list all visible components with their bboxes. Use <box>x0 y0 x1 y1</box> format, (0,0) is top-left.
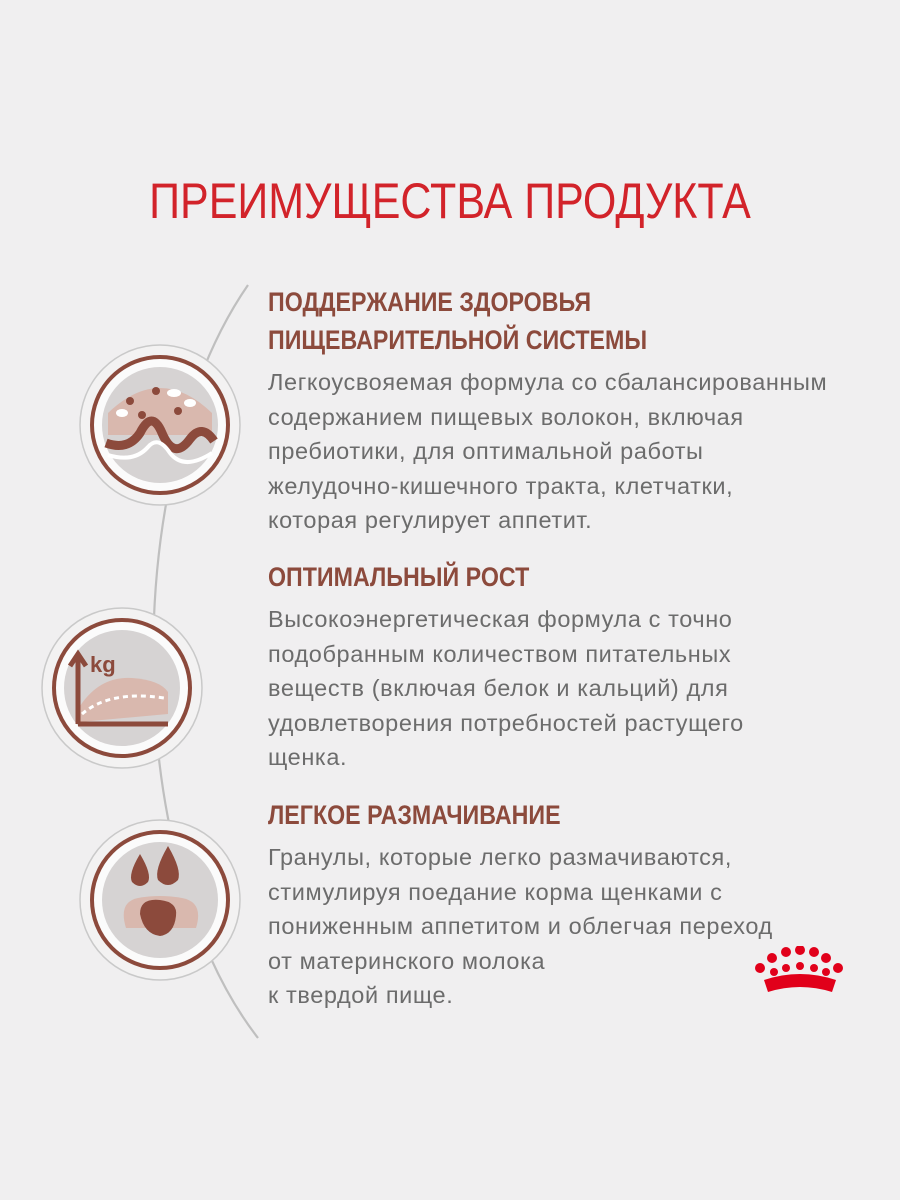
page-title: ПРЕИМУЩЕСТВА ПРОДУКТА <box>149 173 751 229</box>
benefit-heading: ЛЕГКОЕ РАЗМАЧИВАНИЕ <box>268 800 561 830</box>
benefit-heading: ОПТИМАЛЬНЫЙ РОСТ <box>268 562 530 592</box>
benefit-description: Высокоэнергетическая формула с точно подобранным количеством питательных веществ (включая белок и кальций) для удовлетворения потребностей растущего щенка. <box>268 606 744 770</box>
heading-line-2: ПИЩЕВАРИТЕЛЬНОЙ СИСТЕМЫ <box>268 325 648 355</box>
growth-kg-icon <box>40 606 204 775</box>
rehydration-drops-icon <box>78 818 242 987</box>
benefit-optimal-growth <box>268 558 888 775</box>
heading-line-1: ПОДДЕРЖАНИЕ ЗДОРОВЬЯ <box>268 287 592 317</box>
benefit-description: Гранулы, которые легко размачиваются, стимулируя поедание корма щенками с пониженным аппетитом и облегчая переход от материнского молока к твердой пище. <box>268 844 773 1008</box>
royal-canin-crown-logo <box>752 946 844 998</box>
benefit-heading <box>268 283 801 359</box>
benefit-description: Легкоусвояемая формула со сбалансированным содержанием пищевых волокон, включая пребиотики, для оптимальной работы желудочно-кишечного тракта, клетчатки, которая регулирует аппетит. <box>268 369 828 533</box>
digestion-icon <box>78 343 242 512</box>
benefit-digestive-health <box>268 283 888 538</box>
kg-label: kg <box>90 652 116 677</box>
